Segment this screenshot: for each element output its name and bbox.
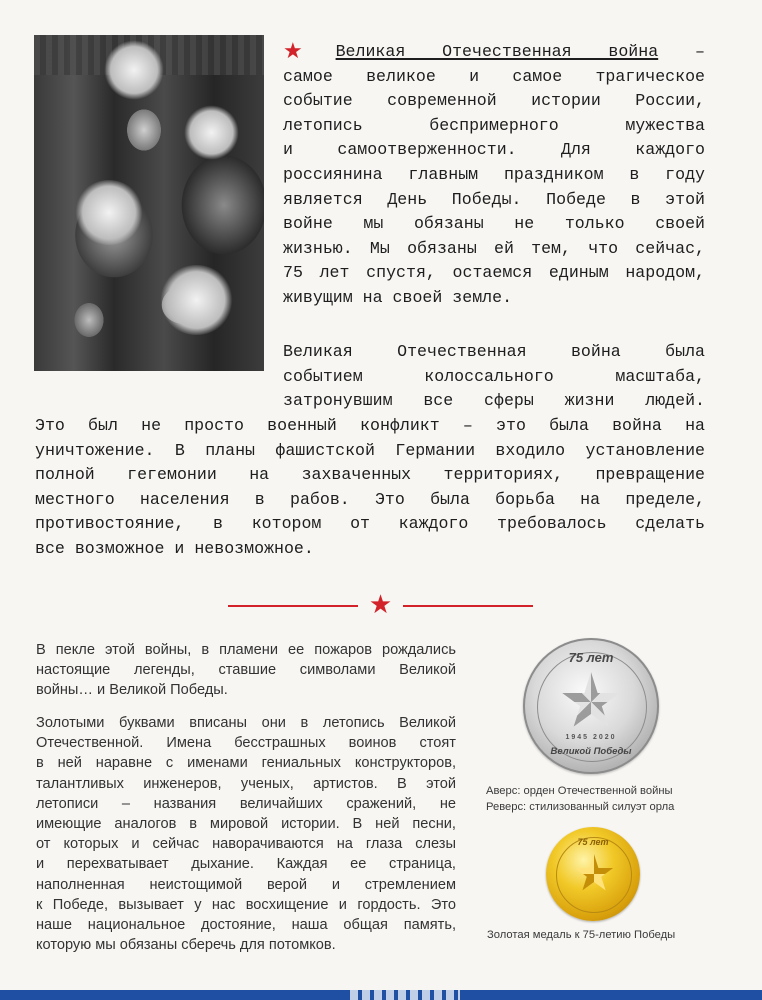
intro-dash: –: [695, 42, 705, 61]
text-line: летописи – названия величайших сражений, не: [36, 795, 456, 812]
intro-paragraph: [283, 40, 705, 311]
text-line: и самоотверженности. Для каждого: [283, 140, 705, 160]
body-paragraph-2: [36, 713, 456, 955]
divider-rule-left: [228, 605, 358, 607]
coin-years: 1945 2020: [565, 734, 617, 741]
text-line: является День Победы. Победе в этой: [283, 189, 705, 209]
text-line: настоящие легенды, ставшие символами Великой: [36, 662, 456, 679]
flowers-bouquet: [104, 40, 164, 100]
gold-coin-image: [546, 827, 640, 921]
text-line: летопись беспримерного мужества: [283, 115, 705, 135]
text-line: войне мы обязаны не только своей: [283, 214, 705, 234]
silver-coin-image: [523, 638, 659, 774]
text-line: все возможное и невозможное.: [35, 538, 314, 558]
intro-headline: Великая Отечественная война: [335, 42, 659, 61]
text-line: и перехватывает дыхание. Каждая ее страница,: [36, 856, 456, 873]
divider-rule-right: [403, 605, 533, 607]
text-line: полной гегемонии на захваченных территориях, превращение: [35, 465, 705, 485]
text-line: талантливых инженеров, ученых, артистов. В этой: [36, 775, 456, 792]
gold-coin-caption: Золотая медаль к 75-летию Победы: [487, 929, 676, 941]
text-line: событие современной истории России,: [283, 91, 705, 111]
text-line: Отечественной. Имена бесстрашных воинов стоят: [36, 735, 456, 752]
text-line: наше национальное достояние, наша общая память,: [36, 917, 456, 934]
second-paragraph-bottom: [35, 414, 705, 562]
text-line: россиянина главным праздником в году: [283, 164, 705, 184]
text-line: Это был не просто военный конфликт – это была война на: [35, 416, 705, 435]
text-line: которую мы обязаны сберечь для потомков.: [36, 937, 336, 954]
text-line: уничтожение. В планы фашистской Германии входило установление: [35, 440, 705, 460]
text-line: противостояние, в котором от каждого требовалось сделать: [35, 514, 705, 534]
text-line: 75 лет спустя, остаемся единым народом,: [283, 263, 705, 283]
text-line: от которых и сейчас наворачиваются на глаза слезы: [36, 836, 456, 853]
text-line: затронувшим все сферы жизни людей.: [283, 391, 705, 411]
text-line: самое великое и самое трагическое: [283, 66, 705, 86]
silver-coin-caption-avers: Аверс: орден Отечественной войны: [486, 785, 673, 797]
flowers-bouquet: [159, 265, 234, 335]
text-line: войны… и Великой Победы.: [36, 682, 228, 699]
war-veterans-photo: [34, 35, 264, 371]
red-star-icon: ★: [283, 39, 330, 64]
text-line: в ней наравне с именами гениальных конструкторов,: [36, 755, 456, 772]
text-line: имеющие аналогов в мировой истории. В ней песни,: [36, 816, 456, 833]
text-line: жизнью. Мы обязаны ей тем, что сейчас,: [283, 238, 705, 258]
body-paragraph-1: [36, 640, 456, 701]
text-line: живущим на своей земле.: [283, 287, 513, 307]
silver-coin-caption-revers: Реверс: стилизованный силуэт орла: [486, 801, 675, 813]
text-line: Золотыми буквами вписаны они в летопись Великой: [36, 715, 456, 731]
intro-headline-line: [283, 40, 705, 65]
coin-top-text: 75 лет: [568, 650, 614, 665]
text-line: наполненная неистощимой верой и стремлением: [36, 876, 456, 893]
second-paragraph-top: [283, 340, 705, 414]
text-line: событием колоссального масштаба,: [283, 366, 705, 386]
band-decoration: [350, 990, 460, 1000]
coin-bottom-text: Великой Победы: [550, 746, 632, 757]
red-star-icon: ★: [368, 590, 393, 620]
text-line: В пекле этой войны, в пламени ее пожаров рождались: [36, 642, 456, 658]
coin-top-text: 75 лет: [577, 837, 609, 847]
section-divider: [228, 590, 533, 620]
text-line: местного населения в рабов. Это была борьба на пределе,: [35, 489, 705, 509]
text-line: Великая Отечественная война была: [283, 342, 705, 361]
bottom-blue-band: [0, 990, 762, 1000]
text-line: к Победе, вызывает у нас восхищение и гордость. Это: [36, 896, 456, 913]
flowers-bouquet: [184, 105, 239, 160]
flowers-bouquet: [74, 180, 144, 245]
